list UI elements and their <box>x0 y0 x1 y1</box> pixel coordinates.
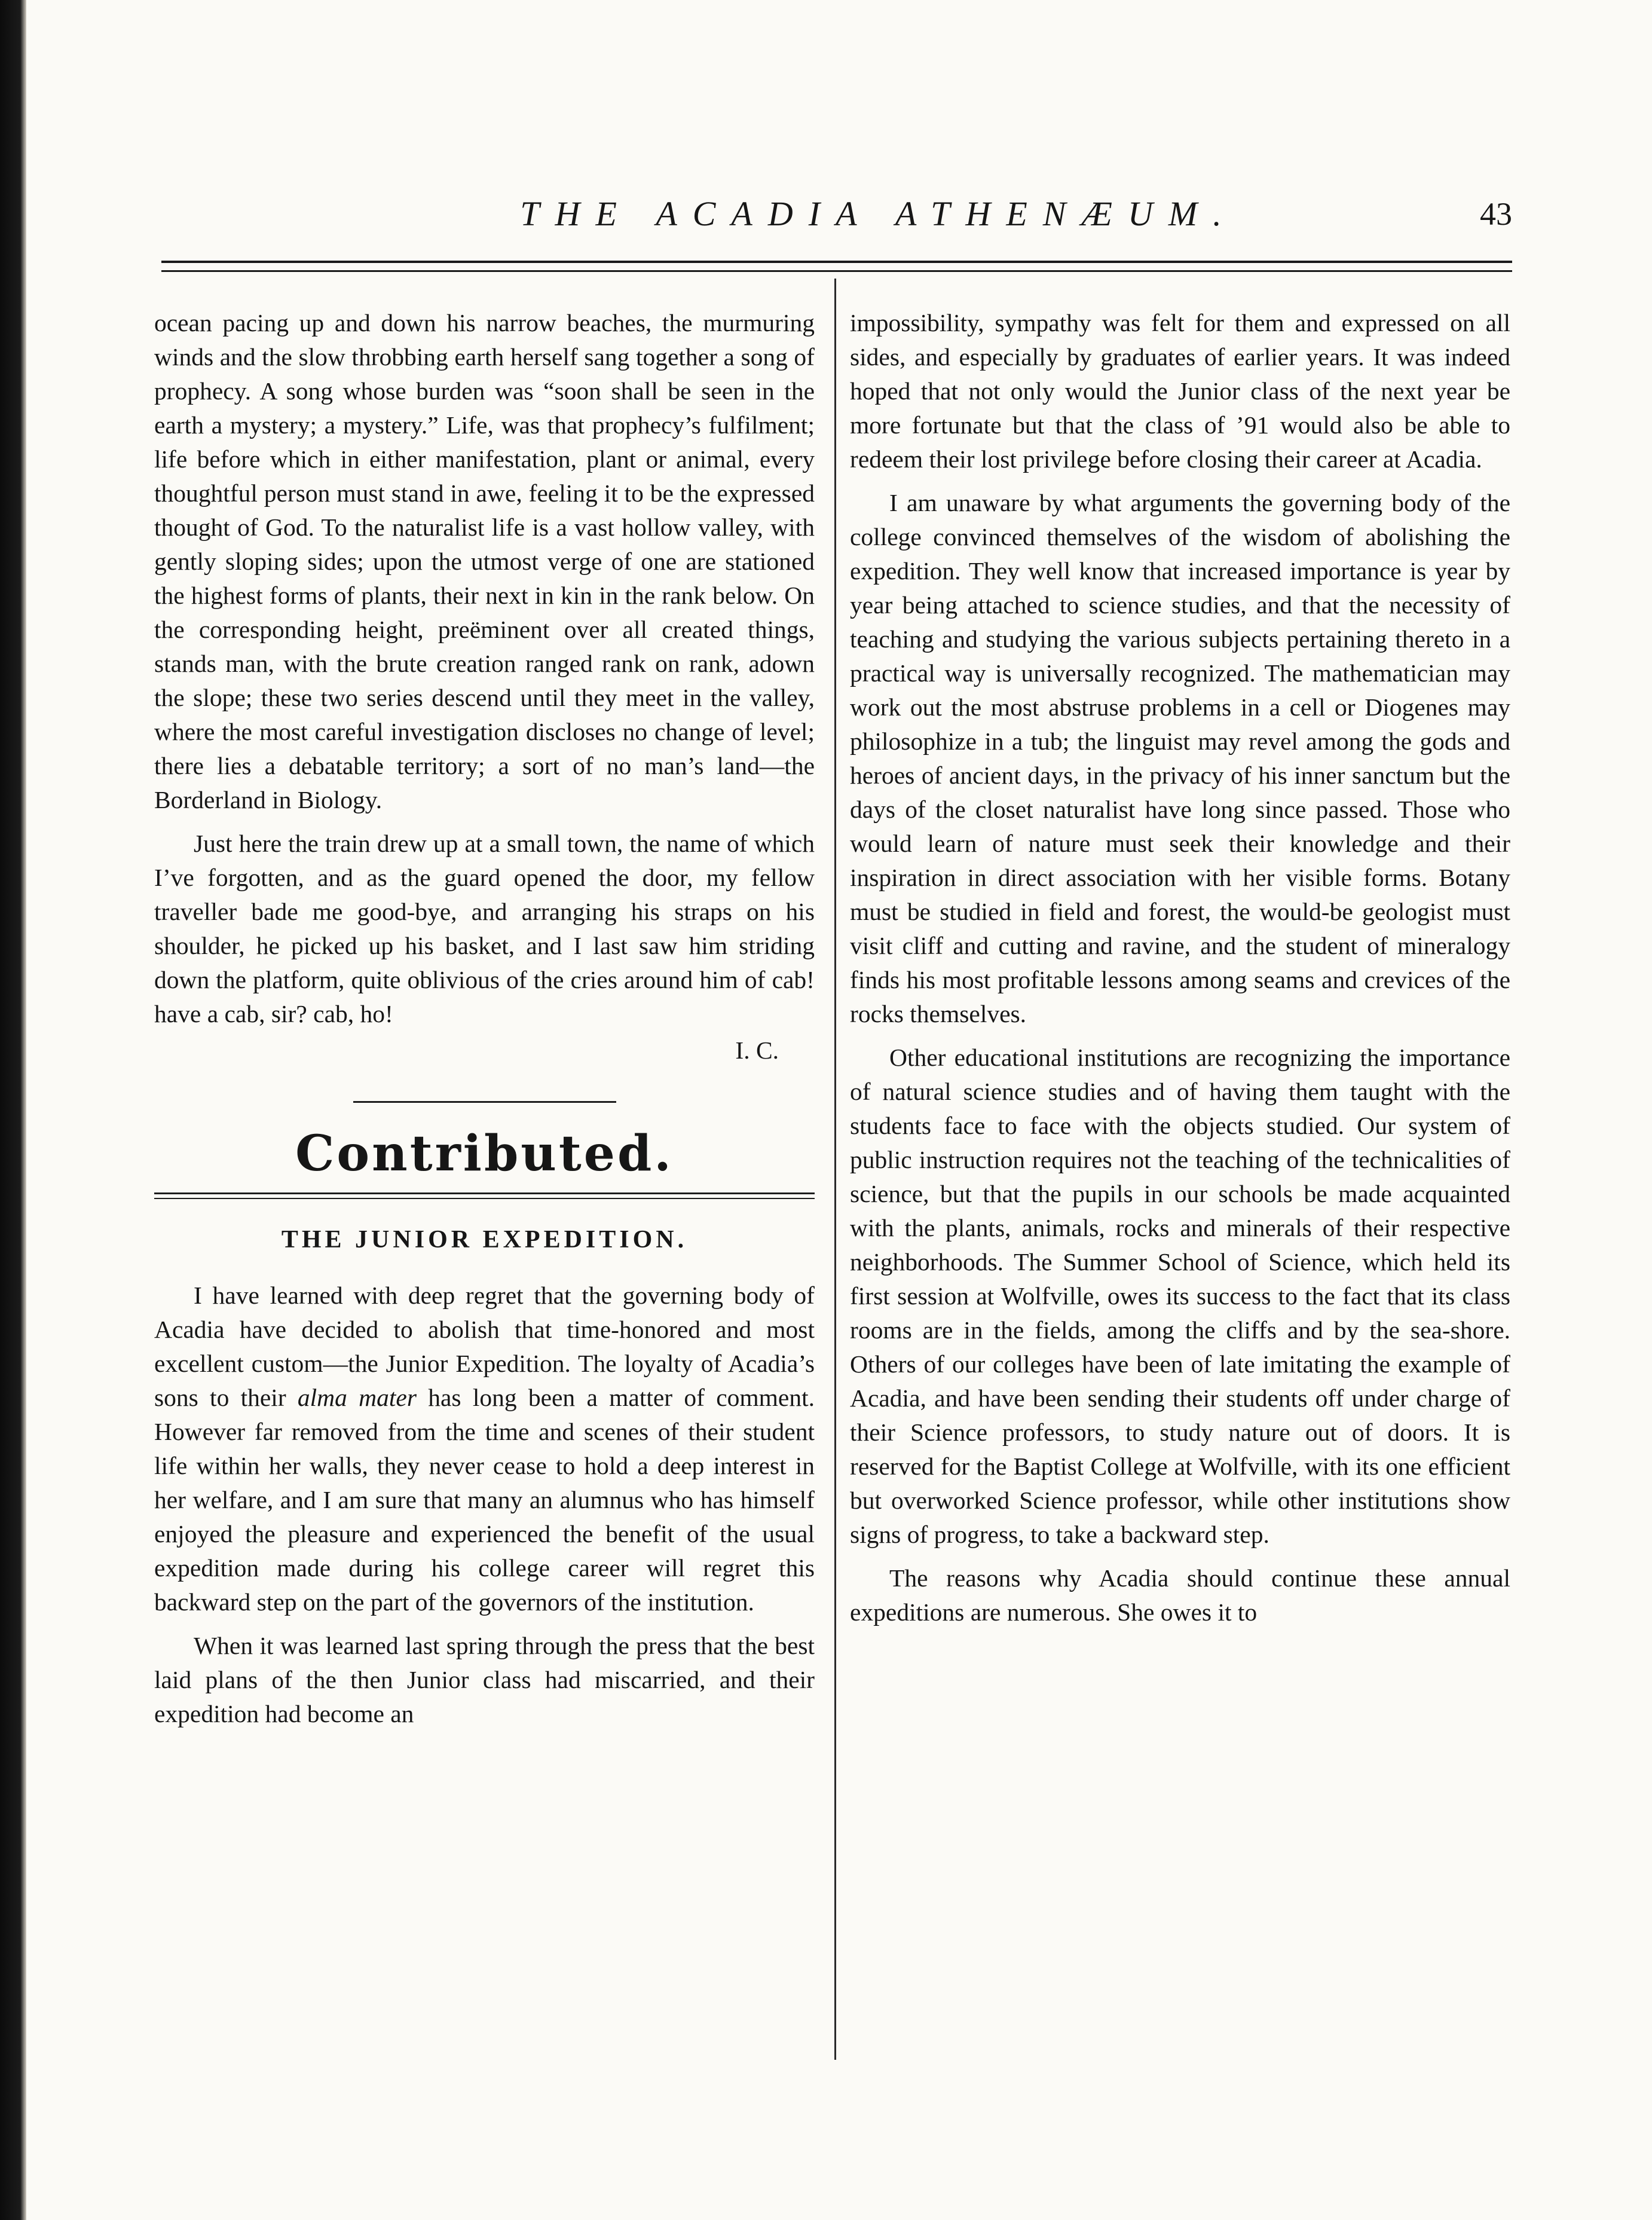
running-title: THE ACADIA ATHENÆUM. <box>520 194 1237 233</box>
paragraph: ocean pacing up and down his narrow beaches, the murmuring winds and the slow throbbing earth herself sang together a song of prophecy. A song whose burden was “soon shall be seen in the earth a mystery; a mystery.” Life, was that prophecy’s fulfilment; life before which in either manifestation, plant or animal, every thoughtful person must stand in awe, feeling it to be the expressed thought of God. To the naturalist life is a vast hollow valley, with gently sloping sides; upon the utmost verge of one are stationed the highest forms of plants, their next in kin in the rank below. On the corresponding height, preëminent over all created things, stands man, with the brute creation ranged rank on rank, adown the slope; these two series descend until they meet in the valley, where the most careful investigation discloses no change of level; there lies a debatable territory; a sort of no man’s land—the Borderland in Biology. <box>154 309 815 814</box>
section-heading-rule <box>154 1192 815 1199</box>
section-heading: Contributed. <box>295 1125 674 1182</box>
right-column <box>850 306 1510 1629</box>
page-header <box>161 190 1512 244</box>
header-rule <box>161 261 1512 263</box>
paragraph: I am unaware by what arguments the governing body of the college convinced themselves of the wisdom of abolishing the expedition. They well know that increased importance is year by year being attached to science studies, and that the necessity of teaching and studying the various subjects pertaining thereto in a practical way is universally recognized. The mathematician may work out the most abstruse problems in a cell or Diogenes may philosophize in a tub; the linguist may revel among the gods and heroes of ancient days, in the privacy of his inner sanctum but the days of the closet naturalist have long since passed. Those who would learn of nature must seek their knowledge and their inspiration in direct association with her visible forms. Botany must be studied in field and forest, the would-be geologist must visit cliff and cutting and ravine, and the student of mineralogy finds his most profitable lessons among seams and crevices of the rocks themselves. <box>850 489 1510 1028</box>
paragraph-text: has long been a matter of comment. However far removed from the time and scenes of their student life within her walls, they never cease to hold a deep interest in her welfare, and I am sure that many an alumnus who has himself enjoyed the pleasure and experienced the benefit of the usual expedition made during his college career will regret this backward step on the part of the governors of the institution. <box>154 1384 815 1616</box>
column-divider <box>834 279 836 2060</box>
paragraph <box>154 1279 815 1619</box>
article-title: THE JUNIOR EXPEDITION. <box>281 1226 688 1253</box>
italic-phrase: alma mater <box>297 1384 417 1411</box>
section-divider <box>353 1101 616 1103</box>
header-rule-second <box>161 270 1512 272</box>
author-signature: I. C. <box>735 1036 779 1064</box>
page-binding-edge <box>0 0 26 2220</box>
paragraph-text: I have learned with deep regret that the governing body of Acadia have decided to abolish that time-honored and most excellent custom—the Junior Expedition. The loyalty of Acadia’s sons to their <box>154 1282 815 1411</box>
page-number: 43 <box>1480 196 1512 232</box>
left-column <box>154 306 815 1731</box>
paragraph: impossibility, sympathy was felt for them and expressed on all sides, and especially by graduates of earlier years. It was indeed hoped that not only would the Junior class of the next year be more fortunate but that the class of ’91 would also be able to redeem their lost privilege before closing their career at Acadia. <box>850 309 1510 473</box>
paragraph: Other educational institutions are recognizing the importance of natural science studies and of having them taught with the students face to face with the objects studied. Our system of public instruction requires not the teaching of the technicalities of science, but that the pupils in our schools be made acquainted with the plants, animals, rocks and minerals of their respective neighborhoods. The Summer School of Science, which held its first session at Wolfville, owes its success to the fact that its class rooms are in the fields, among the cliffs and by the sea-shore. Others of our colleges have been of late imitating the example of Acadia, and have been sending their students off under charge of their Science professors, to study nature out of doors. It is reserved for the Baptist College at Wolfville, with its one efficient but overworked Science professor, while other institutions show signs of progress, to take a backward step. <box>850 1044 1510 1548</box>
paragraph: The reasons why Acadia should continue these annual expeditions are numerous. She owes it to <box>850 1564 1510 1626</box>
paragraph: Just here the train drew up at a small town, the name of which I’ve forgotten, and as the guard opened the door, my fellow traveller bade me good-bye, and arranging his straps on his shoulder, he picked up his basket, and I last saw him striding down the platform, quite oblivious of the cries around him of cab! have a cab, sir? cab, ho! <box>154 830 815 1028</box>
paragraph: When it was learned last spring through the press that the best laid plans of the then Junior class had miscarried, and their expedition had become an <box>154 1632 815 1727</box>
